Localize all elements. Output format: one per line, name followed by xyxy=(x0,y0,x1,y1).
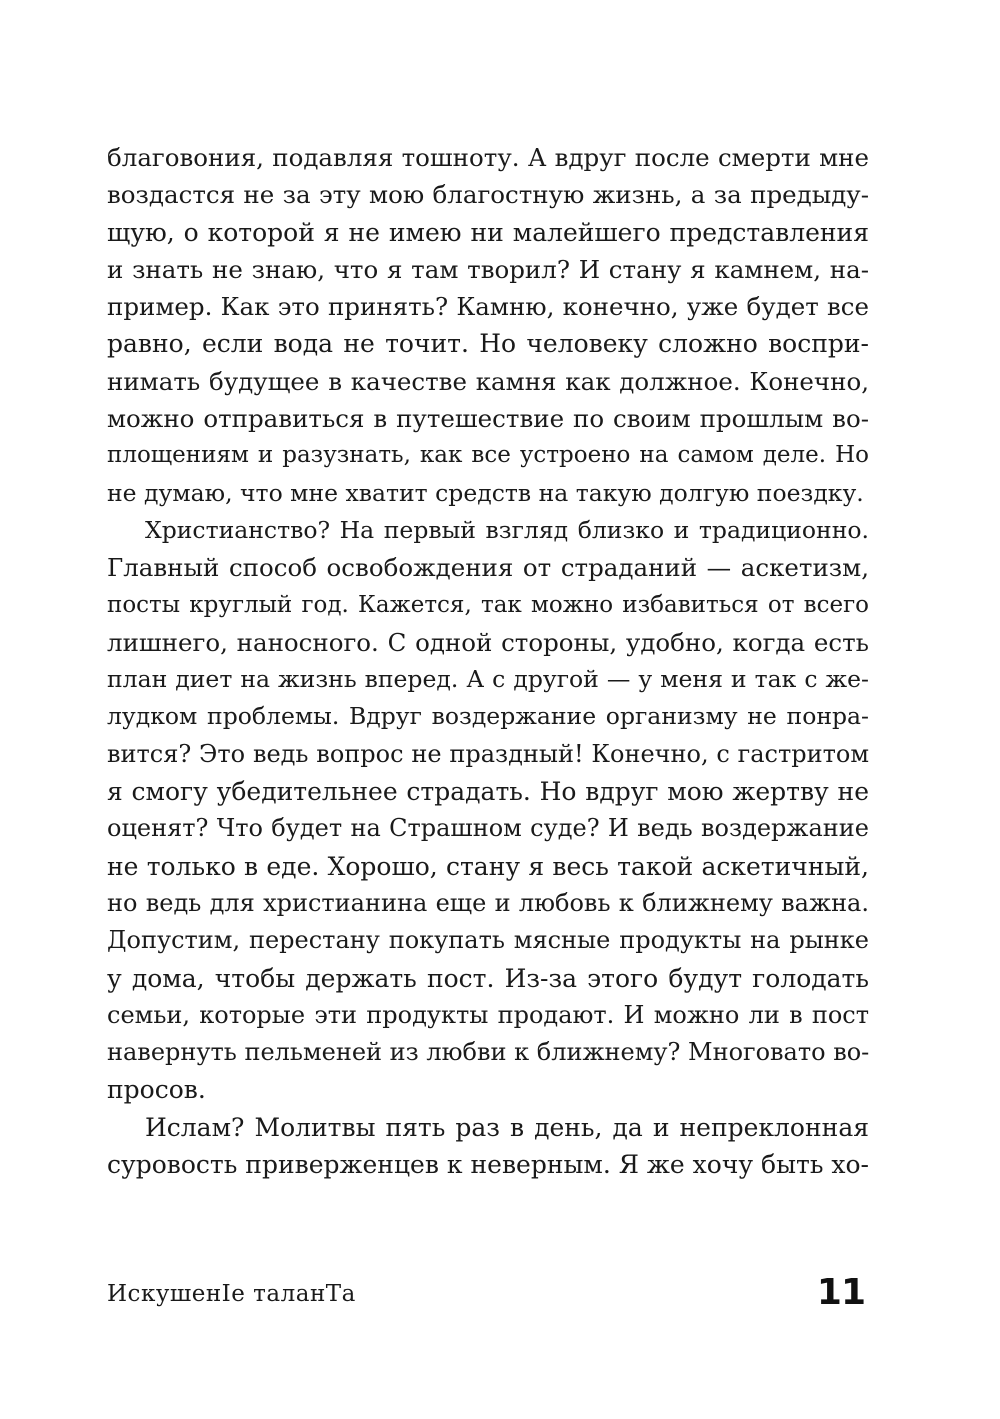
text-line: нимать будущее в качестве камня как должное. Конечно, xyxy=(107,366,869,396)
text-line: лишнего, наносного. С одной стороны, удобно, когда есть xyxy=(107,627,869,657)
text-line: благовония, подавляя тошноту. А вдруг после смерти мне xyxy=(107,143,869,172)
text-line: пример. Как это принять? Камню, конечно, уже будет все xyxy=(107,292,869,322)
text-line-paragraph-start: Ислам? Молитвы пять раз в день, да и непреклонная xyxy=(145,1112,869,1142)
text-line: воздастся не за эту мою благостную жизнь, а за предыду- xyxy=(107,180,869,210)
text-line: можно отправиться в путешествие по своим прошлым во- xyxy=(107,404,869,434)
text-line: равно, если вода не точит. Но человеку сложно воспри- xyxy=(107,329,869,359)
text-line: посты круглый год. Кажется, так можно избавиться от всего xyxy=(107,591,869,618)
text-line: щую, о которой я не имею ни малейшего представления xyxy=(107,217,869,247)
text-line: у дома, чтобы держать пост. Из-за этого будут голодать xyxy=(107,963,869,993)
text-line: не только в еде. Хорошо, стану я весь такой аскетичный, xyxy=(107,851,869,881)
text-line: просов. xyxy=(107,1075,206,1105)
text-line: семьи, которые эти продукты продают. И можно ли в пост xyxy=(107,1000,869,1029)
text-line-paragraph-start: Христианство? На первый взгляд близко и традиционно. xyxy=(145,515,869,544)
text-line: оценят? Что будет на Страшном суде? И ведь воздержание xyxy=(107,814,869,843)
running-title: ИскушенIе таланТа xyxy=(107,1281,356,1307)
text-line: площениям и разузнать, как все устроено на самом деле. Но xyxy=(107,442,869,469)
text-line: навернуть пельменей из любви к ближнему? Многовато во- xyxy=(107,1038,869,1067)
text-line: вится? Это ведь вопрос не праздный! Конечно, с гастритом xyxy=(107,739,869,768)
body-text xyxy=(107,139,869,1183)
text-line: я смогу убедительнее страдать. Но вдруг мою жертву не xyxy=(107,777,869,807)
text-line: суровость приверженцев к неверным. Я же хочу быть хо- xyxy=(107,1150,869,1180)
text-line: план диет на жизнь вперед. А с другой — у меня и так с же- xyxy=(107,665,869,694)
text-line: лудком проблемы. Вдруг воздержание организму не понра- xyxy=(107,702,869,731)
text-line: не думаю, что мне хватит средств на такую долгую поездку. xyxy=(107,478,864,507)
text-line: и знать не знаю, что я там творил? И стану я камнем, на- xyxy=(107,254,869,284)
text-line: Главный способ освобождения от страданий — аскетизм, xyxy=(107,553,869,583)
page-number: 11 xyxy=(816,1272,865,1313)
text-line: Допустим, перестану покупать мясные продукты на рынке xyxy=(107,926,869,955)
text-line: но ведь для христианина еще и любовь к ближнему важна. xyxy=(107,888,869,917)
